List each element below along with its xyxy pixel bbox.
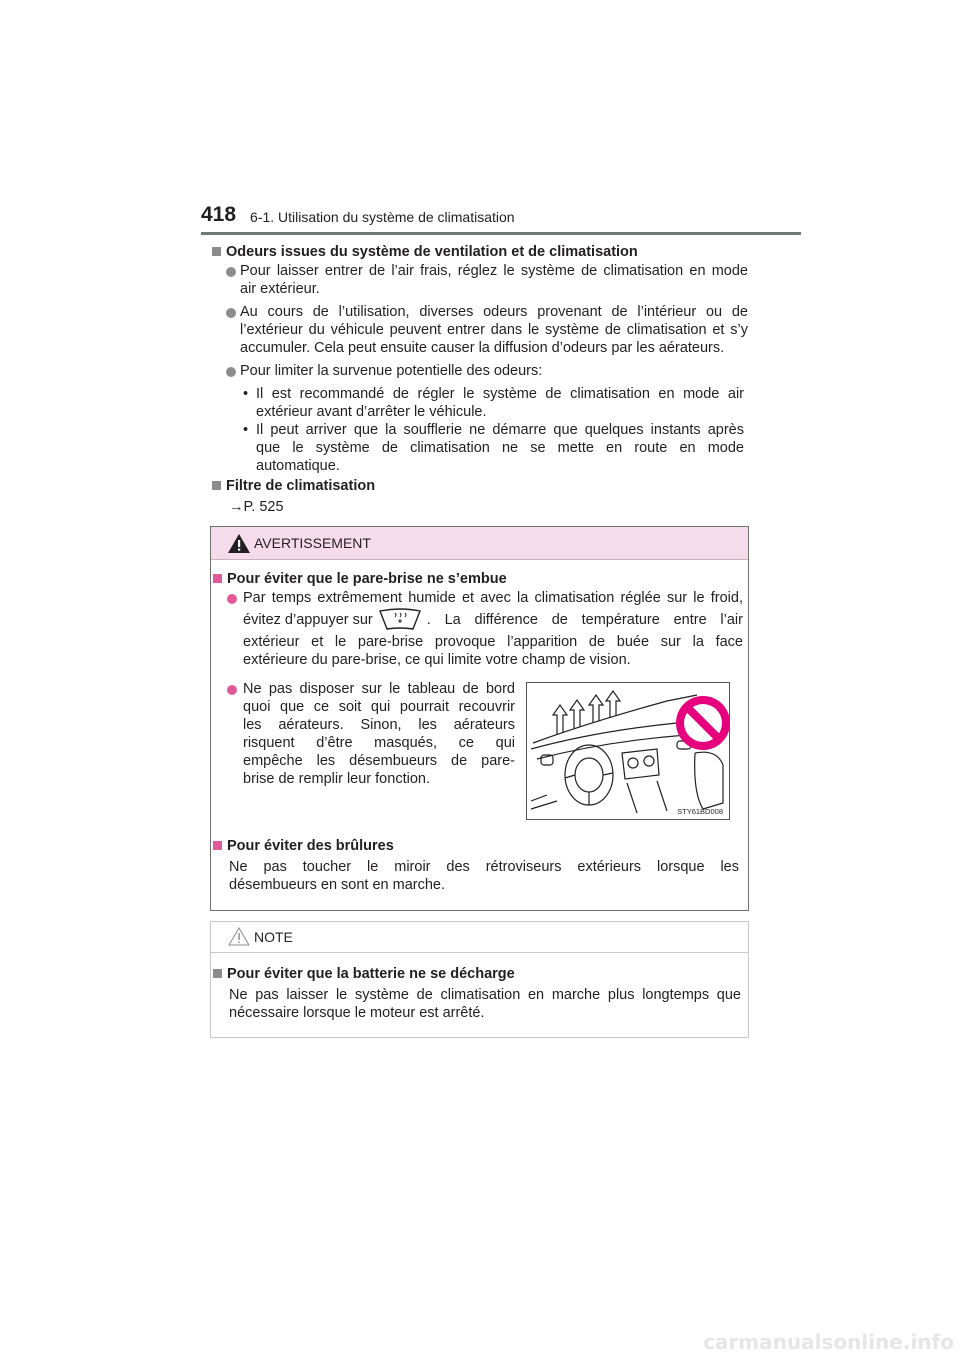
sub-bullet-mark: •: [243, 422, 249, 438]
warning-title: AVERTISSEMENT: [254, 535, 371, 551]
dashboard-illustration: [526, 682, 730, 820]
square-bullet-icon: [213, 574, 222, 583]
bullet-dot-icon: [226, 367, 236, 377]
filtre-heading: Filtre de climatisation: [212, 478, 375, 494]
odeurs-bullet-3: Pour limiter la survenue potentielle des odeurs:: [240, 363, 543, 379]
square-bullet-icon: [212, 481, 221, 490]
brulures-text: Ne pas toucher le miroir des rétroviseurs extérieurs lorsque les désembueurs en sont en marche.: [229, 859, 739, 893]
filtre-page-ref[interactable]: →P. 525: [229, 499, 284, 515]
pare-brise-heading: Pour éviter que le pare-brise ne s’embue: [213, 571, 507, 587]
batterie-text: Ne pas laisser le système de climatisation en marche plus longtemps que nécessaire lorsque le moteur est arrêté.: [229, 987, 741, 1021]
bullet-dot-icon: [227, 594, 237, 604]
bullet-dot-icon: [226, 267, 236, 277]
prohibited-icon: [676, 696, 729, 750]
bullet-dot-icon: [226, 308, 236, 318]
note-triangle-icon: [228, 927, 250, 946]
pare-brise-bullet-1: Par temps extrêmement humide et avec la climatisation réglée sur le froid, évitez d’appuyer sur . La différence de température entre l’air extérieur et le pare-brise provoque l’apparition de buée sur la face extérieure du pare-brise, ce qui limite votre champ de vision.: [243, 590, 743, 668]
dashboard-vents-drawing: [527, 683, 729, 819]
odeurs-heading: Odeurs issues du système de ventilation et de climatisation: [212, 244, 638, 260]
brulures-heading: Pour éviter des brûlures: [213, 838, 394, 854]
sub-bullet-mark: •: [243, 386, 249, 402]
page-number: 418: [201, 203, 237, 226]
pare-brise-bullet-2: Ne pas disposer sur le tableau de bord quoi que ce soit qui pourrait recouvrir les aérateurs. Sinon, les aérateurs risquent d’être masqués, ce qui empêche les désembueurs de pare- brise de remplir leur fonction.: [243, 681, 515, 787]
section-title: 6-1. Utilisation du système de climatisation: [250, 209, 515, 225]
note-title: NOTE: [254, 929, 293, 945]
illustration-code: STY61BD008: [677, 807, 723, 816]
windshield-defogger-icon: [377, 608, 423, 632]
note-header: [211, 922, 748, 953]
square-bullet-icon: [213, 841, 222, 850]
note-box: [210, 921, 749, 1038]
square-bullet-icon: [212, 247, 221, 256]
bullet-dot-icon: [227, 685, 237, 695]
square-bullet-icon: [213, 969, 222, 978]
odeurs-bullet-2: Au cours de l’utilisation, diverses odeurs provenant de l’intérieur ou de l’extérieur du véhicule peuvent entrer dans le système de climatisation et s’y accumuler. Cela peut ensuite causer la diffusion d’odeurs par les aérateurs.: [240, 304, 748, 356]
footer-watermark: carmanualsonline.info: [703, 1330, 954, 1354]
odeurs-sub-bullet-2: Il peut arriver que la soufflerie ne démarre que quelques instants après que le système de climatisation ne se mette en route en mode automatique.: [256, 422, 744, 474]
warning-triangle-icon: [228, 534, 250, 553]
odeurs-bullet-1: Pour laisser entrer de l’air frais, réglez le système de climatisation en mode air extérieur.: [240, 263, 748, 297]
odeurs-sub-bullet-1: Il est recommandé de régler le système de climatisation en mode air extérieur avant d’arrêter le véhicule.: [256, 386, 744, 420]
batterie-heading: Pour éviter que la batterie ne se décharge: [213, 966, 515, 982]
warning-header: [211, 527, 748, 560]
header-rule: [201, 232, 801, 235]
